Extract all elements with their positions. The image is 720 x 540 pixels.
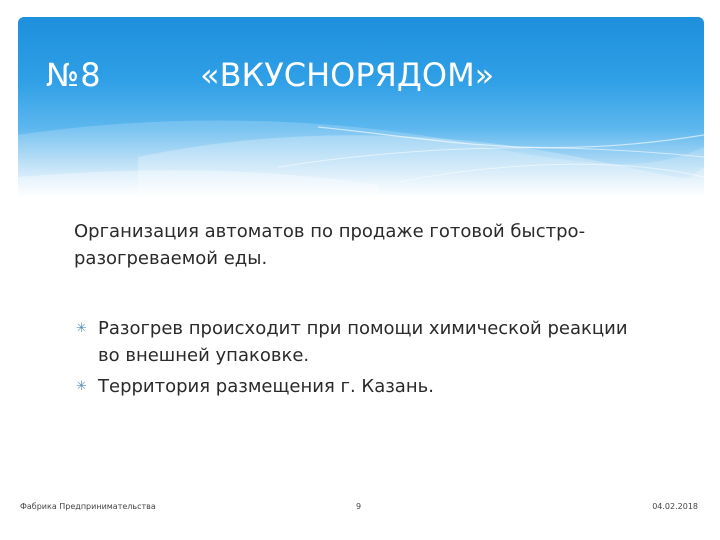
bullet-item [74,373,634,400]
asterisk-bullet-icon: ✳ [76,379,87,394]
bullet-list [74,315,634,404]
header-wave-decoration [18,17,704,197]
bullet-text: Территория размещения г. Казань. [98,376,434,397]
slide-subtitle: Организация автоматов по продаже готовой быстро-разогреваемой еды. [74,221,586,269]
slide-number: №8 [46,56,102,94]
asterisk-bullet-icon: ✳ [76,321,87,336]
bullet-item [74,315,634,369]
footer-page-number: 9 [356,502,362,511]
bullet-text: Разогрев происходит при помощи химической реакции во внешней упаковке. [98,318,628,366]
header-band [18,17,704,197]
footer-organization: Фабрика Предпринимательства [20,502,156,511]
slide-title: «ВКУСНОРЯДОМ» [200,56,495,94]
footer-date: 04.02.2018 [652,502,698,511]
